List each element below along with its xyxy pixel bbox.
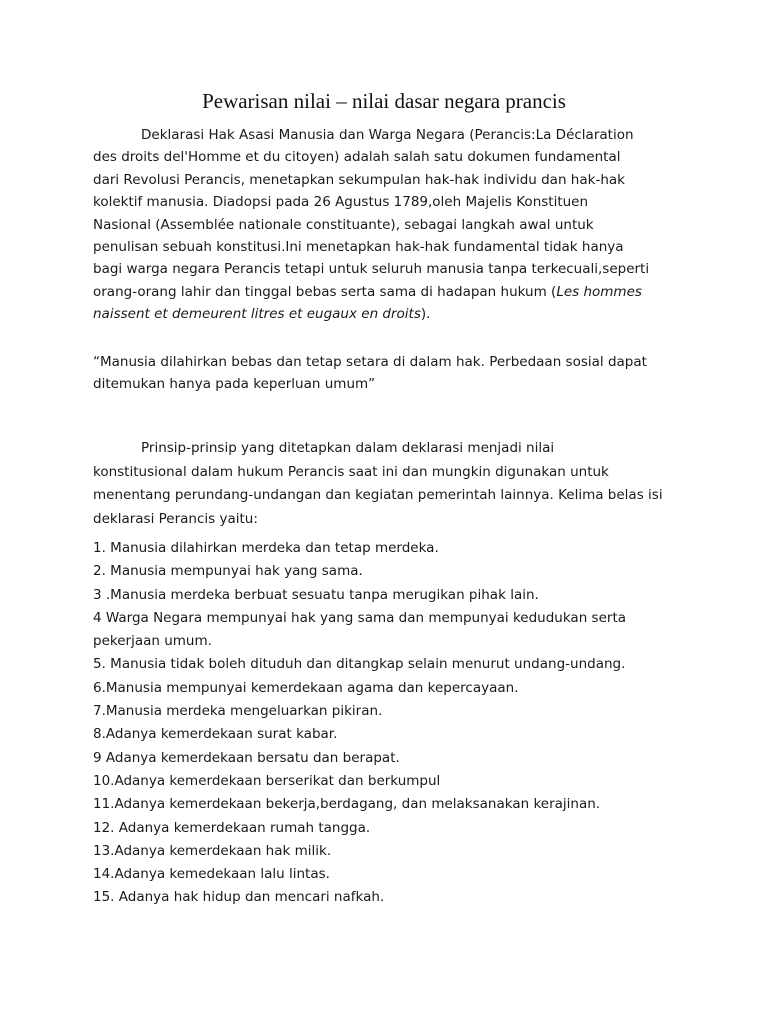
paragraph-line: bagi warga negara Perancis tetapi untuk seluruh manusia tanpa terkecuali,seperti bbox=[93, 261, 650, 278]
paragraph-line bbox=[93, 303, 693, 325]
list-item: 2. Manusia mempunyai hak yang sama. bbox=[93, 563, 363, 580]
list-item: 3 .Manusia merdeka berbuat sesuatu tanpa merugikan pihak lain. bbox=[93, 586, 539, 603]
list-item: 13.Adanya kemerdekaan hak milik. bbox=[93, 842, 332, 859]
paragraph-declaration bbox=[93, 124, 693, 326]
paragraph-principles bbox=[93, 437, 693, 531]
list-item: 12. Adanya kemerdekaan rumah tangga. bbox=[93, 819, 371, 836]
paragraph-line: des droits del'Homme et du citoyen) adalah salah satu dokumen fundamental bbox=[93, 149, 621, 166]
declaration-list bbox=[93, 537, 693, 910]
quote-line: “Manusia dilahirkan bebas dan tetap setara di dalam hak. Perbedaan sosial dapat bbox=[93, 354, 647, 370]
paragraph-line: Nasional (Assemblée nationale constituante), sebagai langkah awal untuk bbox=[93, 216, 594, 233]
list-item: 4 Warga Negara mempunyai hak yang sama dan mempunyai kedudukan serta bbox=[93, 609, 627, 626]
list-item: 6.Manusia mempunyai kemerdekaan agama dan kepercayaan. bbox=[93, 679, 519, 696]
quote-paragraph bbox=[93, 351, 693, 396]
paragraph-line bbox=[93, 281, 693, 303]
french-quote-italic: naissent et demeurent litres et eugaux en droits bbox=[93, 306, 421, 323]
list-item: 14.Adanya kemedekaan lalu lintas. bbox=[93, 866, 330, 883]
list-item: 5. Manusia tidak boleh dituduh dan ditangkap selain menurut undang-undang. bbox=[93, 656, 626, 673]
list-item: 15. Adanya hak hidup dan mencari nafkah. bbox=[93, 889, 385, 906]
list-item: 10.Adanya kemerdekaan berserikat dan berkumpul bbox=[93, 772, 441, 789]
french-quote-italic: Les hommes bbox=[556, 283, 642, 300]
paragraph-text: orang-orang lahir dan tinggal bebas serta sama di hadapan hukum ( bbox=[93, 283, 557, 300]
paragraph-line: konstitusional dalam hukum Perancis saat ini dan mungkin digunakan untuk bbox=[93, 463, 609, 480]
paragraph-text: ). bbox=[420, 306, 431, 323]
list-item: 9 Adanya kemerdekaan bersatu dan berapat. bbox=[93, 749, 400, 766]
list-item: 1. Manusia dilahirkan merdeka dan tetap merdeka. bbox=[93, 540, 439, 556]
list-item: 11.Adanya kemerdekaan bekerja,berdagang, dan melaksanakan kerajinan. bbox=[93, 796, 601, 813]
list-item: 8.Adanya kemerdekaan surat kabar. bbox=[93, 726, 338, 743]
paragraph-line: deklarasi Perancis yaitu: bbox=[93, 510, 258, 527]
list-item-continuation: pekerjaan umum. bbox=[93, 633, 212, 650]
paragraph-line: penulisan sebuah konstitusi.Ini menetapkan hak-hak fundamental tidak hanya bbox=[93, 239, 624, 256]
document-title: Pewarisan nilai – nilai dasar negara prancis bbox=[202, 89, 566, 113]
paragraph-line: kolektif manusia. Diadopsi pada 26 Agustus 1789,oleh Majelis Konstituen bbox=[93, 194, 589, 211]
paragraph-line: Prinsip-prinsip yang ditetapkan dalam deklarasi menjadi nilai bbox=[141, 440, 555, 456]
paragraph-line: Deklarasi Hak Asasi Manusia dan Warga Negara (Perancis:La Déclaration bbox=[141, 127, 634, 143]
quote-line: ditemukan hanya pada keperluan umum” bbox=[93, 376, 376, 393]
paragraph-line: menentang perundang-undangan dan kegiatan pemerintah lainnya. Kelima belas isi bbox=[93, 487, 663, 504]
list-item: 7.Manusia merdeka mengeluarkan pikiran. bbox=[93, 703, 383, 720]
paragraph-line: dari Revolusi Perancis, menetapkan sekumpulan hak-hak individu dan hak-hak bbox=[93, 171, 625, 188]
